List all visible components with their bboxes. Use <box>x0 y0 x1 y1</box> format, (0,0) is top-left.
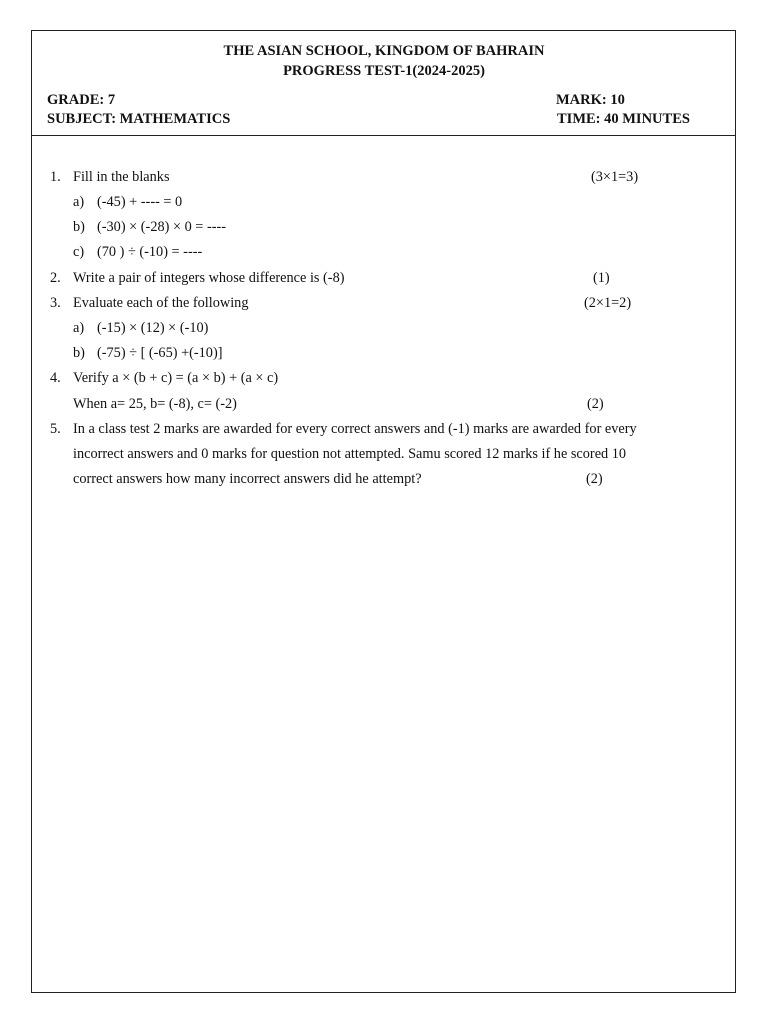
question-number-4: 4. <box>50 370 61 386</box>
question-3a-text: (-15) × (12) × (-10) <box>97 320 209 336</box>
sub-label-1c: c) <box>73 244 85 260</box>
question-5-line-1: In a class test 2 marks are awarded for every correct answers and (-1) marks are awarded for every <box>73 421 637 437</box>
question-5-line-3: correct answers how many incorrect answers did he attempt? <box>73 471 422 487</box>
question-4-marks: (2) <box>587 396 604 412</box>
question-3-text: Evaluate each of the following <box>73 295 249 311</box>
question-4-values: When a= 25, b= (-8), c= (-2) <box>73 396 237 412</box>
question-3b-text: (-75) ÷ [ (-65) +(-10)] <box>97 345 223 361</box>
question-number-5: 5. <box>50 421 61 437</box>
question-4-text: Verify a × (b + c) = (a × b) + (a × c) <box>73 370 279 386</box>
question-1-marks: (3×1=3) <box>591 169 639 185</box>
question-1a-text: (-45) + ---- = 0 <box>97 194 183 210</box>
header-divider <box>31 135 736 136</box>
sub-label-3b: b) <box>73 345 85 361</box>
subject-label: SUBJECT: MATHEMATICS <box>47 111 231 127</box>
question-2-marks: (1) <box>593 270 610 286</box>
question-1c-text: (70 ) ÷ (-10) = ---- <box>97 244 203 260</box>
question-2-text: Write a pair of integers whose difference is (-8) <box>73 270 345 286</box>
question-5-line-2: incorrect answers and 0 marks for question not attempted. Samu scored 12 marks if he scored 10 <box>73 446 627 462</box>
school-name: THE ASIAN SCHOOL, KINGDOM OF BAHRAIN <box>223 43 545 59</box>
question-1b-text: (-30) × (-28) × 0 = ---- <box>97 219 226 235</box>
question-number-2: 2. <box>50 270 61 286</box>
grade-label: GRADE: 7 <box>47 92 116 108</box>
question-5-marks: (2) <box>586 471 603 487</box>
sub-label-1b: b) <box>73 219 85 235</box>
question-3-marks: (2×1=2) <box>584 295 632 311</box>
sub-label-3a: a) <box>73 320 85 336</box>
sub-label-1a: a) <box>73 194 85 210</box>
mark-label: MARK: 10 <box>556 92 625 108</box>
question-number-3: 3. <box>50 295 61 311</box>
question-1-text: Fill in the blanks <box>73 169 170 185</box>
test-title: PROGRESS TEST-1(2024-2025) <box>283 63 485 79</box>
time-label: TIME: 40 MINUTES <box>557 111 690 127</box>
question-number-1: 1. <box>50 169 61 185</box>
